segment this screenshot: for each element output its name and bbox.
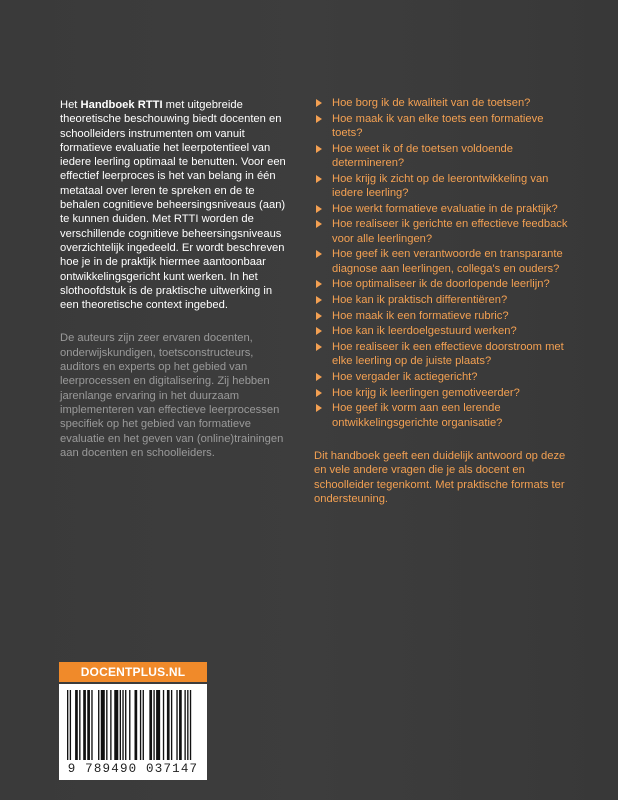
isbn-barcode (59, 684, 207, 780)
question-item (314, 172, 572, 201)
question-item (314, 277, 572, 291)
question-text: Hoe krijg ik zicht op de leerontwikkeling van iedere leerling? (332, 172, 549, 199)
triangle-bullet-icon (316, 115, 322, 123)
question-item (314, 370, 572, 384)
triangle-bullet-icon (316, 373, 322, 381)
question-text: Hoe realiseer ik een effectieve doorstroom met elke leerling op de juiste plaats? (332, 341, 564, 368)
question-item (314, 340, 572, 369)
triangle-bullet-icon (316, 327, 322, 335)
question-item (314, 324, 572, 338)
intro-title-bold: Handboek RTTI (80, 99, 163, 111)
question-list (314, 96, 572, 430)
closing-paragraph: Dit handboek geeft een duidelijk antwoord op deze en vele andere vragen die je als docent en schoolleider tegenkomt. Met praktische formats ter ondersteuning. (314, 450, 566, 505)
authors-paragraph: De auteurs zijn zeer ervaren docenten, onderwijskundigen, toetsconstructeurs, auditors en experts op het gebied van leerprocessen en digitalisering. Zij hebben jarenlange ervaring in het duurzaam implementeren van effectieve leerprocessen specifiek op het gebied van formatieve evaluatie en het geven van (online)trainingen aan docenten en schoolleiders. (60, 332, 284, 459)
triangle-bullet-icon (316, 175, 322, 183)
question-text: Hoe kan ik praktisch differentiëren? (332, 293, 508, 306)
question-text: Hoe werkt formatieve evaluatie in de praktijk? (332, 202, 558, 215)
left-column (60, 98, 292, 460)
question-text: Hoe vergader ik actiegericht? (332, 371, 478, 384)
triangle-bullet-icon (316, 220, 322, 228)
question-text: Hoe krijg ik leerlingen gemotiveerder? (332, 386, 520, 399)
question-item (314, 112, 572, 141)
question-text: Hoe weet ik of de toetsen voldoende determineren? (332, 142, 513, 169)
isbn-number: 9 789490 037147 (67, 762, 199, 776)
question-text: Hoe maak ik van elke toets een formatieve toets? (332, 112, 544, 139)
question-text: Hoe realiseer ik gerichte en effectieve feedback voor alle leerlingen? (332, 218, 568, 245)
question-item (314, 401, 572, 430)
question-text: Hoe geef ik een verantwoorde en transparante diagnose aan leerlingen, collega's en ouders? (332, 248, 563, 275)
triangle-bullet-icon (316, 343, 322, 351)
question-item (314, 96, 572, 110)
question-text: Hoe optimaliseer ik de doorlopende leerlijn? (332, 278, 550, 291)
question-text: Hoe maak ik een formatieve rubric? (332, 309, 509, 322)
question-item (314, 142, 572, 171)
intro-lead: Het (60, 99, 81, 111)
intro-body: met uitgebreide theoretische beschouwing biedt docenten en schoolleiders instrumenten om vanuit formatieve evaluatie het leerpotentieel van iedere leerling optimaal te benutten. Voor een effectief leerproces is het van belang in één metataal over leren te spreken en de te behalen cognitieve beheersingsniveaus (aan) te kunnen duiden. Met RTTI worden de verschillende cognitieve beheersingsniveaus overzichtelijk ingedeeld. Er wordt beschreven hoe je in de praktijk hiermee aantoonbaar ontwikkelingsgericht kunt werken. In het slothoofdstuk is de praktische uitwerking in een theoretische context ingebed. (60, 99, 286, 312)
triangle-bullet-icon (316, 205, 322, 213)
intro-paragraph (60, 98, 292, 312)
triangle-bullet-icon (316, 389, 322, 397)
question-item (314, 293, 572, 307)
triangle-bullet-icon (316, 99, 322, 107)
question-text: Hoe geef ik vorm aan een lerende ontwikkelingsgerichte organisatie? (332, 402, 503, 429)
question-item (314, 309, 572, 323)
triangle-bullet-icon (316, 312, 322, 320)
triangle-bullet-icon (316, 280, 322, 288)
triangle-bullet-icon (316, 250, 322, 258)
question-item (314, 217, 572, 246)
question-item (314, 386, 572, 400)
question-text: Hoe kan ik leerdoelgestuurd werken? (332, 325, 517, 338)
question-item (314, 247, 572, 276)
triangle-bullet-icon (316, 296, 322, 304)
barcode-icon (67, 690, 199, 762)
question-text: Hoe borg ik de kwaliteit van de toetsen? (332, 97, 531, 109)
publisher-url-label: DOCENTPLUS.NL (59, 662, 207, 682)
triangle-bullet-icon (316, 404, 322, 412)
question-item (314, 202, 572, 216)
right-column (314, 96, 572, 506)
triangle-bullet-icon (316, 145, 322, 153)
